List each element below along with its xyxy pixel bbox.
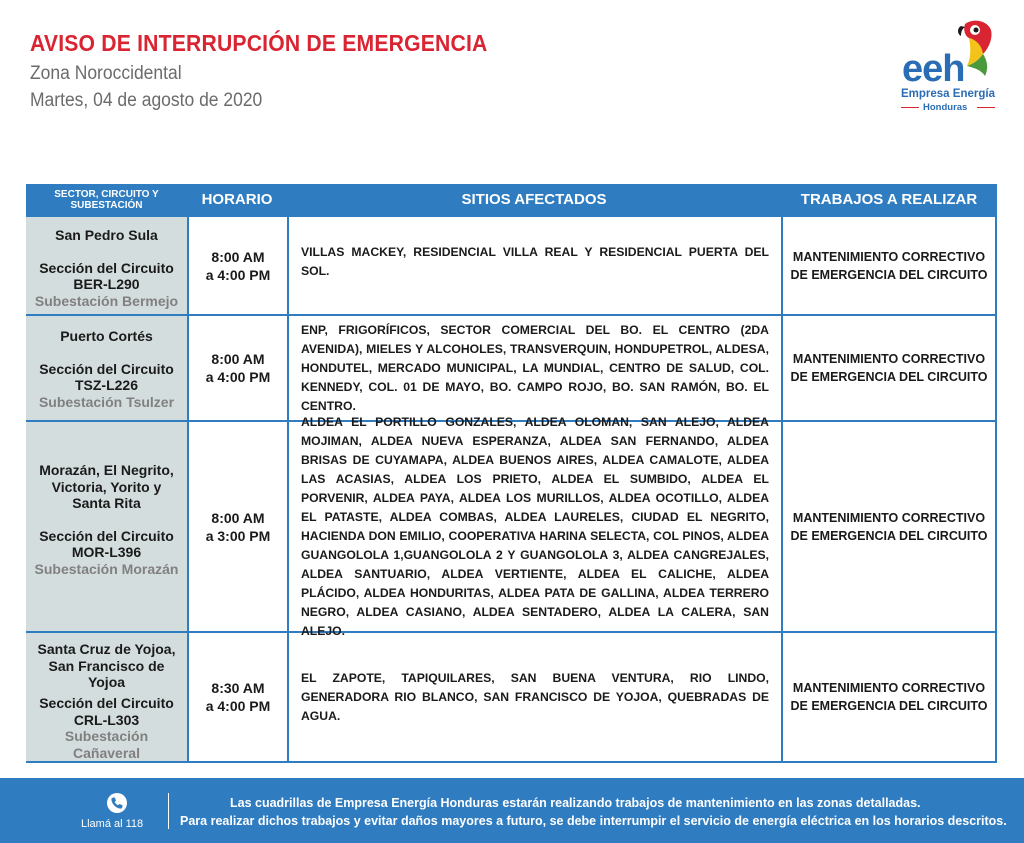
zone-subtitle: Zona Noroccidental bbox=[30, 63, 182, 84]
notice-date: Martes, 04 de agosto de 2020 bbox=[30, 90, 263, 111]
sites-cell bbox=[287, 316, 781, 420]
logo-line-left bbox=[901, 107, 919, 108]
page-title: AVISO DE INTERRUPCIÓN DE EMERGENCIA bbox=[30, 30, 488, 56]
circuit-code: BER-L290 bbox=[73, 276, 140, 292]
work-line-2: DE EMERGENCIA DEL CIRCUITO bbox=[790, 528, 988, 543]
work-line-2: DE EMERGENCIA DEL CIRCUITO bbox=[790, 370, 988, 384]
end-time: a 4:00 PM bbox=[205, 698, 271, 714]
city-name: San Pedro Sula bbox=[55, 227, 158, 243]
circuit-code: TSZ-L226 bbox=[74, 377, 138, 393]
affected-sites: ENP, FRIGORÍFICOS, SECTOR COMERCIAL DEL BO. EL CENTRO (2DA AVENIDA), MIELES Y ALCOHOLES, TRANSVERQUIN, HONDUPETROL, ALDESA, HONDUTEL, MERCADO MUNICIPAL, LA MUNDIAL, CENTRO DE SALUD, COL. KENNEDY, COL. 01 DE MAYO, BO. CAMPO ROJO, BO. SAN RAMÓN, BO. EL CENTRO. bbox=[301, 322, 769, 413]
sites-cell bbox=[287, 217, 781, 314]
substation-name: Subestación Bermejo bbox=[34, 292, 179, 309]
substation-name: Subestación Cañaveral bbox=[64, 728, 149, 761]
work-cell bbox=[781, 316, 997, 420]
circuit-code: MOR-L396 bbox=[71, 544, 142, 560]
header-trabajos: TRABAJOS A REALIZAR bbox=[800, 191, 978, 208]
circuit-label: Sección del Circuito bbox=[39, 527, 174, 544]
circuit-label: Sección del Circuito bbox=[39, 695, 174, 711]
work-line-2: DE EMERGENCIA DEL CIRCUITO bbox=[790, 699, 988, 713]
sector-cell bbox=[26, 316, 187, 420]
sector-cell bbox=[26, 633, 187, 761]
work-line-1: MANTENIMIENTO CORRECTIVO bbox=[792, 681, 986, 695]
work-cell bbox=[781, 422, 997, 631]
table-bottom-border bbox=[26, 761, 997, 763]
affected-sites: VILLAS MACKEY, RESIDENCIAL VILLA REAL Y RESIDENCIAL PUERTA DEL SOL. bbox=[301, 245, 769, 278]
end-time: a 4:00 PM bbox=[205, 266, 271, 283]
sector-cell bbox=[26, 422, 187, 631]
end-time: a 4:00 PM bbox=[205, 369, 271, 385]
table-row bbox=[26, 314, 997, 420]
start-time: 8:00 AM bbox=[211, 509, 265, 526]
table-row bbox=[26, 414, 997, 638]
substation-name: Subestación Morazán bbox=[34, 560, 179, 577]
phone-label: Llamá al 118 bbox=[81, 818, 144, 830]
city-name: Puerto Cortés bbox=[60, 328, 153, 344]
header bbox=[30, 30, 527, 112]
table-header bbox=[26, 184, 997, 215]
table-row bbox=[26, 215, 997, 314]
footer-banner bbox=[0, 778, 1024, 843]
outage-table bbox=[26, 184, 997, 763]
schedule-cell bbox=[187, 422, 287, 631]
work-line-1: MANTENIMIENTO CORRECTIVO bbox=[792, 510, 986, 525]
footer-message-2: Para realizar dichos trabajos y evitar daños mayores a futuro, se debe interrumpir el servicio de energía eléctrica en los horarios descritos. bbox=[180, 814, 1007, 828]
eeh-logo bbox=[895, 18, 1005, 118]
footer-divider bbox=[168, 793, 169, 829]
schedule-cell bbox=[187, 217, 287, 314]
start-time: 8:30 AM bbox=[211, 680, 265, 696]
sites-cell bbox=[287, 633, 781, 761]
logo-company-name: Empresa Energía bbox=[901, 88, 995, 100]
sites-cell bbox=[287, 414, 781, 638]
table-row bbox=[26, 631, 997, 761]
header-sitios: SITIOS AFECTADOS bbox=[461, 191, 607, 208]
work-line-1: MANTENIMIENTO CORRECTIVO bbox=[792, 249, 986, 264]
work-cell bbox=[781, 633, 997, 761]
city-name: Morazán, El Negrito, Victoria, Yorito y Santa Rita bbox=[39, 462, 174, 511]
work-cell bbox=[781, 217, 997, 314]
header-sector: SECTOR, CIRCUITO Y SUBESTACIÓN bbox=[54, 188, 159, 211]
circuit-label: Sección del Circuito bbox=[39, 259, 174, 276]
logo-country: Honduras bbox=[923, 102, 968, 113]
schedule-cell bbox=[187, 633, 287, 761]
affected-sites: ALDEA EL PORTILLO GONZALES, ALDEA OLOMAN, SAN ALEJO, ALDEA MOJIMAN, ALDEA NUEVA ESPERANZA, ALDEA SAN FERNANDO, ALDEA BRISAS DE CUYAMAPA, ALDEA BUENOS AIRES, ALDEA CAMALOTE, ALDEA LAS ACASIAS, ALDEA LOS PRIETO, ALDEA EL SUMBIDO, ALDEA EL PORVENIR, ALDEA PAYA, ALDEA LOS MURILLOS, ALDEA OCOTILLO, ALDEA EL PATASTE, ALDEA COMBAS, ALDEA LAURELES, CIUDAD EL NEGRITO, HACIENDA DON EMILIO, COOPERATIVA HARINA SELECTA, COL PINOS, ALDEA GUANGOLOLA 1,GUANGOLOLA 2 Y GUANGOLOLA 3, ALDEA CANGREJALES, ALDEA SANTUARIO, ALDEA VERTIENTE, ALDEA EL CALICHE, ALDEA PLÁCIDO, ALDEA HONDURITAS, ALDEA PATA DE GALLINA, ALDEA TERRERO NEGRO, ALDEA CASIANO, ALDEA SENTADERO, ALDEA LA CALERA, SAN ALEJO. bbox=[301, 414, 769, 638]
affected-sites: EL ZAPOTE, TAPIQUILARES, SAN BUENA VENTURA, RIO LINDO, GENERADORA RIO BLANCO, SAN FRANCISCO DE YOJOA, QUEBRADAS DE AGUA. bbox=[301, 670, 769, 723]
end-time: a 3:00 PM bbox=[205, 527, 271, 544]
logo-wordmark: eeh bbox=[902, 48, 965, 90]
work-line-1: MANTENIMIENTO CORRECTIVO bbox=[792, 352, 986, 366]
header-horario: HORARIO bbox=[201, 191, 273, 208]
city-name: Santa Cruz de Yojoa, San Francisco de Yojoa bbox=[37, 641, 176, 690]
circuit-label: Sección del Circuito bbox=[39, 360, 174, 377]
start-time: 8:00 AM bbox=[211, 351, 265, 367]
schedule-cell bbox=[187, 316, 287, 420]
substation-name: Subestación Tsulzer bbox=[38, 393, 175, 410]
footer-message-1: Las cuadrillas de Empresa Energía Honduras estarán realizando trabajos de mantenimiento en las zonas detalladas. bbox=[230, 796, 921, 810]
work-line-2: DE EMERGENCIA DEL CIRCUITO bbox=[790, 267, 988, 282]
phone-icon bbox=[107, 793, 127, 813]
circuit-code: CRL-L303 bbox=[73, 711, 140, 728]
logo-line-right bbox=[977, 107, 995, 108]
sector-cell bbox=[26, 217, 187, 314]
start-time: 8:00 AM bbox=[211, 248, 265, 265]
